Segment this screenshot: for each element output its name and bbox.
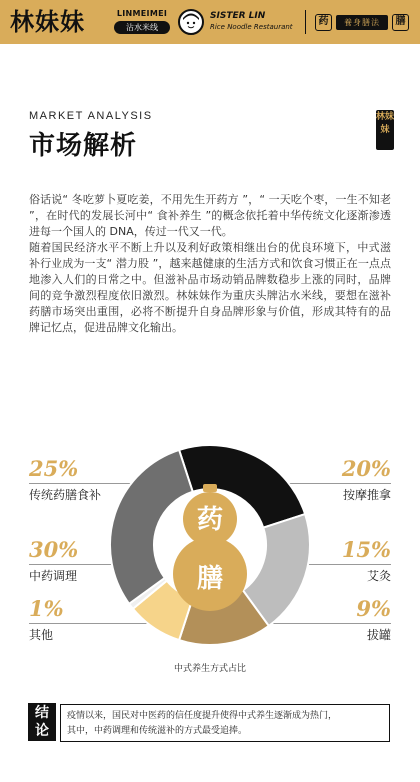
conclusion-line-1: 疫情以来，国民对中医药的信任度提升使得中式养生逐渐成为热门， — [67, 711, 338, 721]
label-moxibustion: 艾灸 — [366, 569, 391, 583]
label-tcm-conditioning: 中药调理 — [29, 569, 78, 583]
seal-yao: 药 — [315, 14, 332, 31]
mascot-avatar-icon — [178, 9, 204, 35]
paragraph-2: 随着国民经济水平不断上升以及利好政策相继出台的优良环境下，中式滋补行业成为一支“ 潜力股 ”，越来越健康的生活方式和饮食习惯正在一点点地渗入人们的日常之中。但滋补品市场动销品牌数稳步上涨的同时，品牌间的竞争激烈程度依旧激烈。林妹妹作为重庆头牌沾水米线，要想在滋补药膳市场突出重围，必将不断提升自身品牌形象与价值，形成其特有的品牌记忆点，促进品牌文化输出。 — [29, 241, 391, 334]
header-bar — [0, 0, 420, 44]
restaurant-name-en: SISTER LIN — [210, 11, 266, 21]
section-title-cn: 市场解析 — [29, 131, 138, 161]
label-massage: 按摩推拿 — [342, 488, 391, 502]
conclusion-tag-char-2: 论 — [35, 723, 49, 739]
wellness-donut-chart — [110, 440, 310, 650]
header-divider — [305, 10, 306, 34]
pct-tcm-conditioning: 30% — [29, 537, 79, 562]
section-title-en: MARKET ANALYSIS — [29, 110, 153, 122]
pct-other: 1% — [29, 596, 64, 621]
pct-cupping: 9% — [356, 596, 391, 621]
center-char-yao: 药 — [196, 505, 224, 535]
restaurant-tagline: Rice Noodle Restaurant — [210, 23, 293, 31]
conclusion-line-2: 其中，中药调理和传统滋补的方式最受追捧。 — [67, 726, 248, 736]
side-brand-logo: 林妹妹 — [376, 110, 394, 150]
conclusion-tag — [28, 703, 56, 741]
pct-moxibustion: 15% — [341, 537, 391, 562]
label-traditional-diet: 传统药膳食补 — [29, 488, 102, 502]
chart-caption: 中式养生方式占比 — [173, 664, 246, 674]
label-other: 其他 — [29, 628, 54, 642]
conclusion-box — [60, 704, 390, 742]
paragraph-1: 俗话说“ 冬吃萝卜夏吃姜，不用先生开药方 ”，“ 一天吃个枣，一生不知老 ”，在时代的发展长河中“ 食补养生 ”的概念依托着中华传统文化逐渐渗透进每一个国人的 DNA，传过一代又一代。 — [29, 193, 391, 238]
brand-logo-text: 林妹妹 — [10, 8, 85, 36]
seal-shan: 膳 — [392, 14, 409, 31]
header-motto: 養身膳法 — [336, 15, 388, 30]
center-char-shan: 膳 — [196, 564, 224, 594]
brand-subtitle-en: LINMEIMEI — [116, 9, 168, 18]
conclusion-tag-char-1: 结 — [35, 705, 49, 721]
restaurant-brand — [210, 11, 293, 32]
pct-massage: 20% — [341, 456, 391, 481]
brand-subtitle-cn: 沾水米线 — [114, 21, 170, 34]
brand-subtitle — [114, 9, 170, 34]
label-cupping: 拔罐 — [366, 628, 391, 642]
pct-traditional-diet: 25% — [29, 456, 79, 481]
analysis-text — [29, 192, 391, 336]
